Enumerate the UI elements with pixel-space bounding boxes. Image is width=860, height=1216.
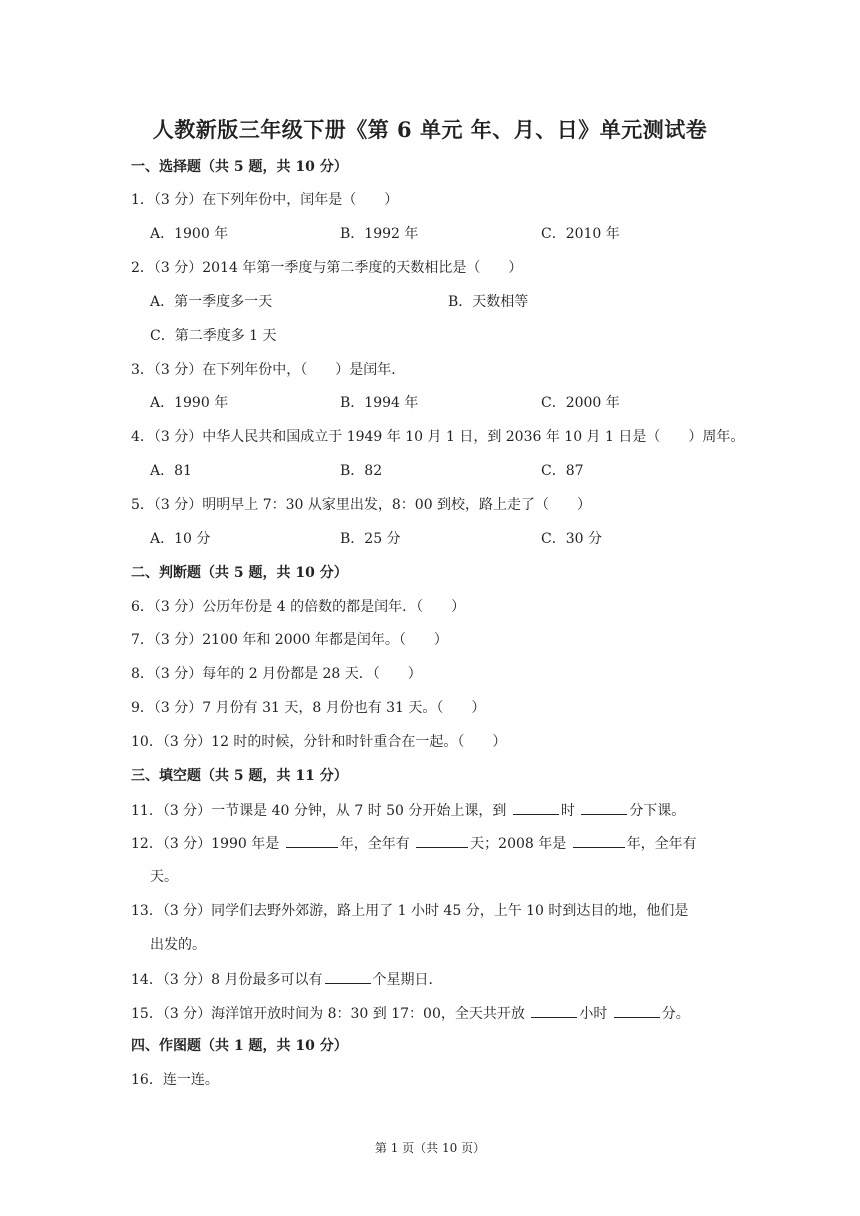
q5-option-b: B．25 分 <box>340 531 401 547</box>
q4-option-a: A．81 <box>150 463 192 479</box>
q14-blank <box>325 969 371 984</box>
q14-text-2: 个星期日． <box>372 972 443 988</box>
q15-blank-hour <box>531 1003 577 1018</box>
question-14 <box>131 969 443 990</box>
q11-blank-hour <box>513 800 559 815</box>
question-8: 8．（3 分）每年的 2 月份都是 28 天．（ ） <box>131 666 422 682</box>
question-12 <box>131 833 697 854</box>
question-12-line-2: 天。 <box>150 869 178 885</box>
section-heading-draw: 四、作图题（共 1 题，共 10 分） <box>131 1038 348 1054</box>
question-7: 7．（3 分）2100 年和 2000 年都是闰年。（ ） <box>131 632 448 648</box>
question-16: 16．连一连。 <box>131 1072 219 1088</box>
q2-option-c: C．第二季度多 1 天 <box>150 328 277 344</box>
question-2: 2．（3 分）2014 年第一季度与第二季度的天数相比是（ ） <box>131 260 523 276</box>
q4-option-c: C．87 <box>541 463 584 479</box>
q14-text-1: 14．（3 分）8 月份最多可以有 <box>131 972 323 988</box>
q12-text-1: 12．（3 分）1990 年是 <box>131 836 284 852</box>
q1-option-c: C．2010 年 <box>541 226 620 242</box>
question-5: 5．（3 分）明明早上 7：30 从家里出发，8：00 到校，路上走了（ ） <box>131 497 592 513</box>
q15-text-3: 分。 <box>661 1006 690 1022</box>
q11-text-1: 11．（3 分）一节课是 40 分钟，从 7 时 50 分开始上课，到 <box>131 803 511 819</box>
q15-text-1: 15．（3 分）海洋馆开放时间为 8：30 到 17：00，全天共开放 <box>131 1006 530 1022</box>
q12-text-2: 年，全年有 <box>339 836 415 852</box>
question-13-line-2: 出发的。 <box>150 937 206 953</box>
q12-text-4: 年，全年有 <box>626 836 697 852</box>
page-title: 人教新版三年级下册《第 6 单元 年、月、日》单元测试卷 <box>152 117 708 142</box>
q3-option-b: B．1994 年 <box>340 395 419 411</box>
q5-option-c: C．30 分 <box>541 531 602 547</box>
q1-option-a: A．1900 年 <box>150 226 229 242</box>
question-10: 10．（3 分）12 时的时候，分针和时针重合在一起。（ ） <box>131 734 507 750</box>
question-9: 9．（3 分）7 月份有 31 天，8 月份也有 31 天。（ ） <box>131 700 486 716</box>
q12-text-3: 天；2008 年是 <box>470 836 571 852</box>
q12-blank-2 <box>416 833 468 848</box>
q2-option-b: B．天数相等 <box>448 294 529 310</box>
q15-text-2: 小时 <box>579 1006 612 1022</box>
q11-blank-minute <box>581 800 627 815</box>
question-4: 4．（3 分）中华人民共和国成立于 1949 年 10 月 1 日，到 2036 年 10 月 1 日是（ ）周年。 <box>131 429 745 445</box>
q12-blank-3 <box>573 833 625 848</box>
q3-option-a: A．1990 年 <box>150 395 229 411</box>
q3-option-c: C．2000 年 <box>541 395 620 411</box>
q2-option-a: A．第一季度多一天 <box>150 294 273 310</box>
q1-option-b: B．1992 年 <box>340 226 419 242</box>
section-heading-fill: 三、填空题（共 5 题，共 11 分） <box>131 768 348 784</box>
section-heading-judge: 二、判断题（共 5 题，共 10 分） <box>131 565 348 581</box>
q11-text-3: 分下课。 <box>629 803 686 819</box>
q12-blank-1 <box>286 833 338 848</box>
question-1: 1．（3 分）在下列年份中，闰年是（ ） <box>131 192 399 208</box>
q15-blank-minute <box>614 1003 660 1018</box>
question-3: 3．（3 分）在下列年份中，（ ）是闰年． <box>131 362 406 378</box>
question-13: 13．（3 分）同学们去野外郊游，路上用了 1 小时 45 分，上午 10 时到达目的地，他们是 <box>131 903 689 919</box>
q4-option-b: B．82 <box>340 463 383 479</box>
q11-text-2: 时 <box>560 803 580 819</box>
q5-option-a: A．10 分 <box>150 531 211 547</box>
question-15 <box>131 1003 690 1024</box>
question-11 <box>131 800 685 821</box>
section-heading-choice: 一、选择题（共 5 题，共 10 分） <box>131 159 348 175</box>
page-footer: 第 1 页（共 10 页） <box>374 1141 486 1155</box>
question-6: 6．（3 分）公历年份是 4 的倍数的都是闰年．（ ） <box>131 599 466 615</box>
